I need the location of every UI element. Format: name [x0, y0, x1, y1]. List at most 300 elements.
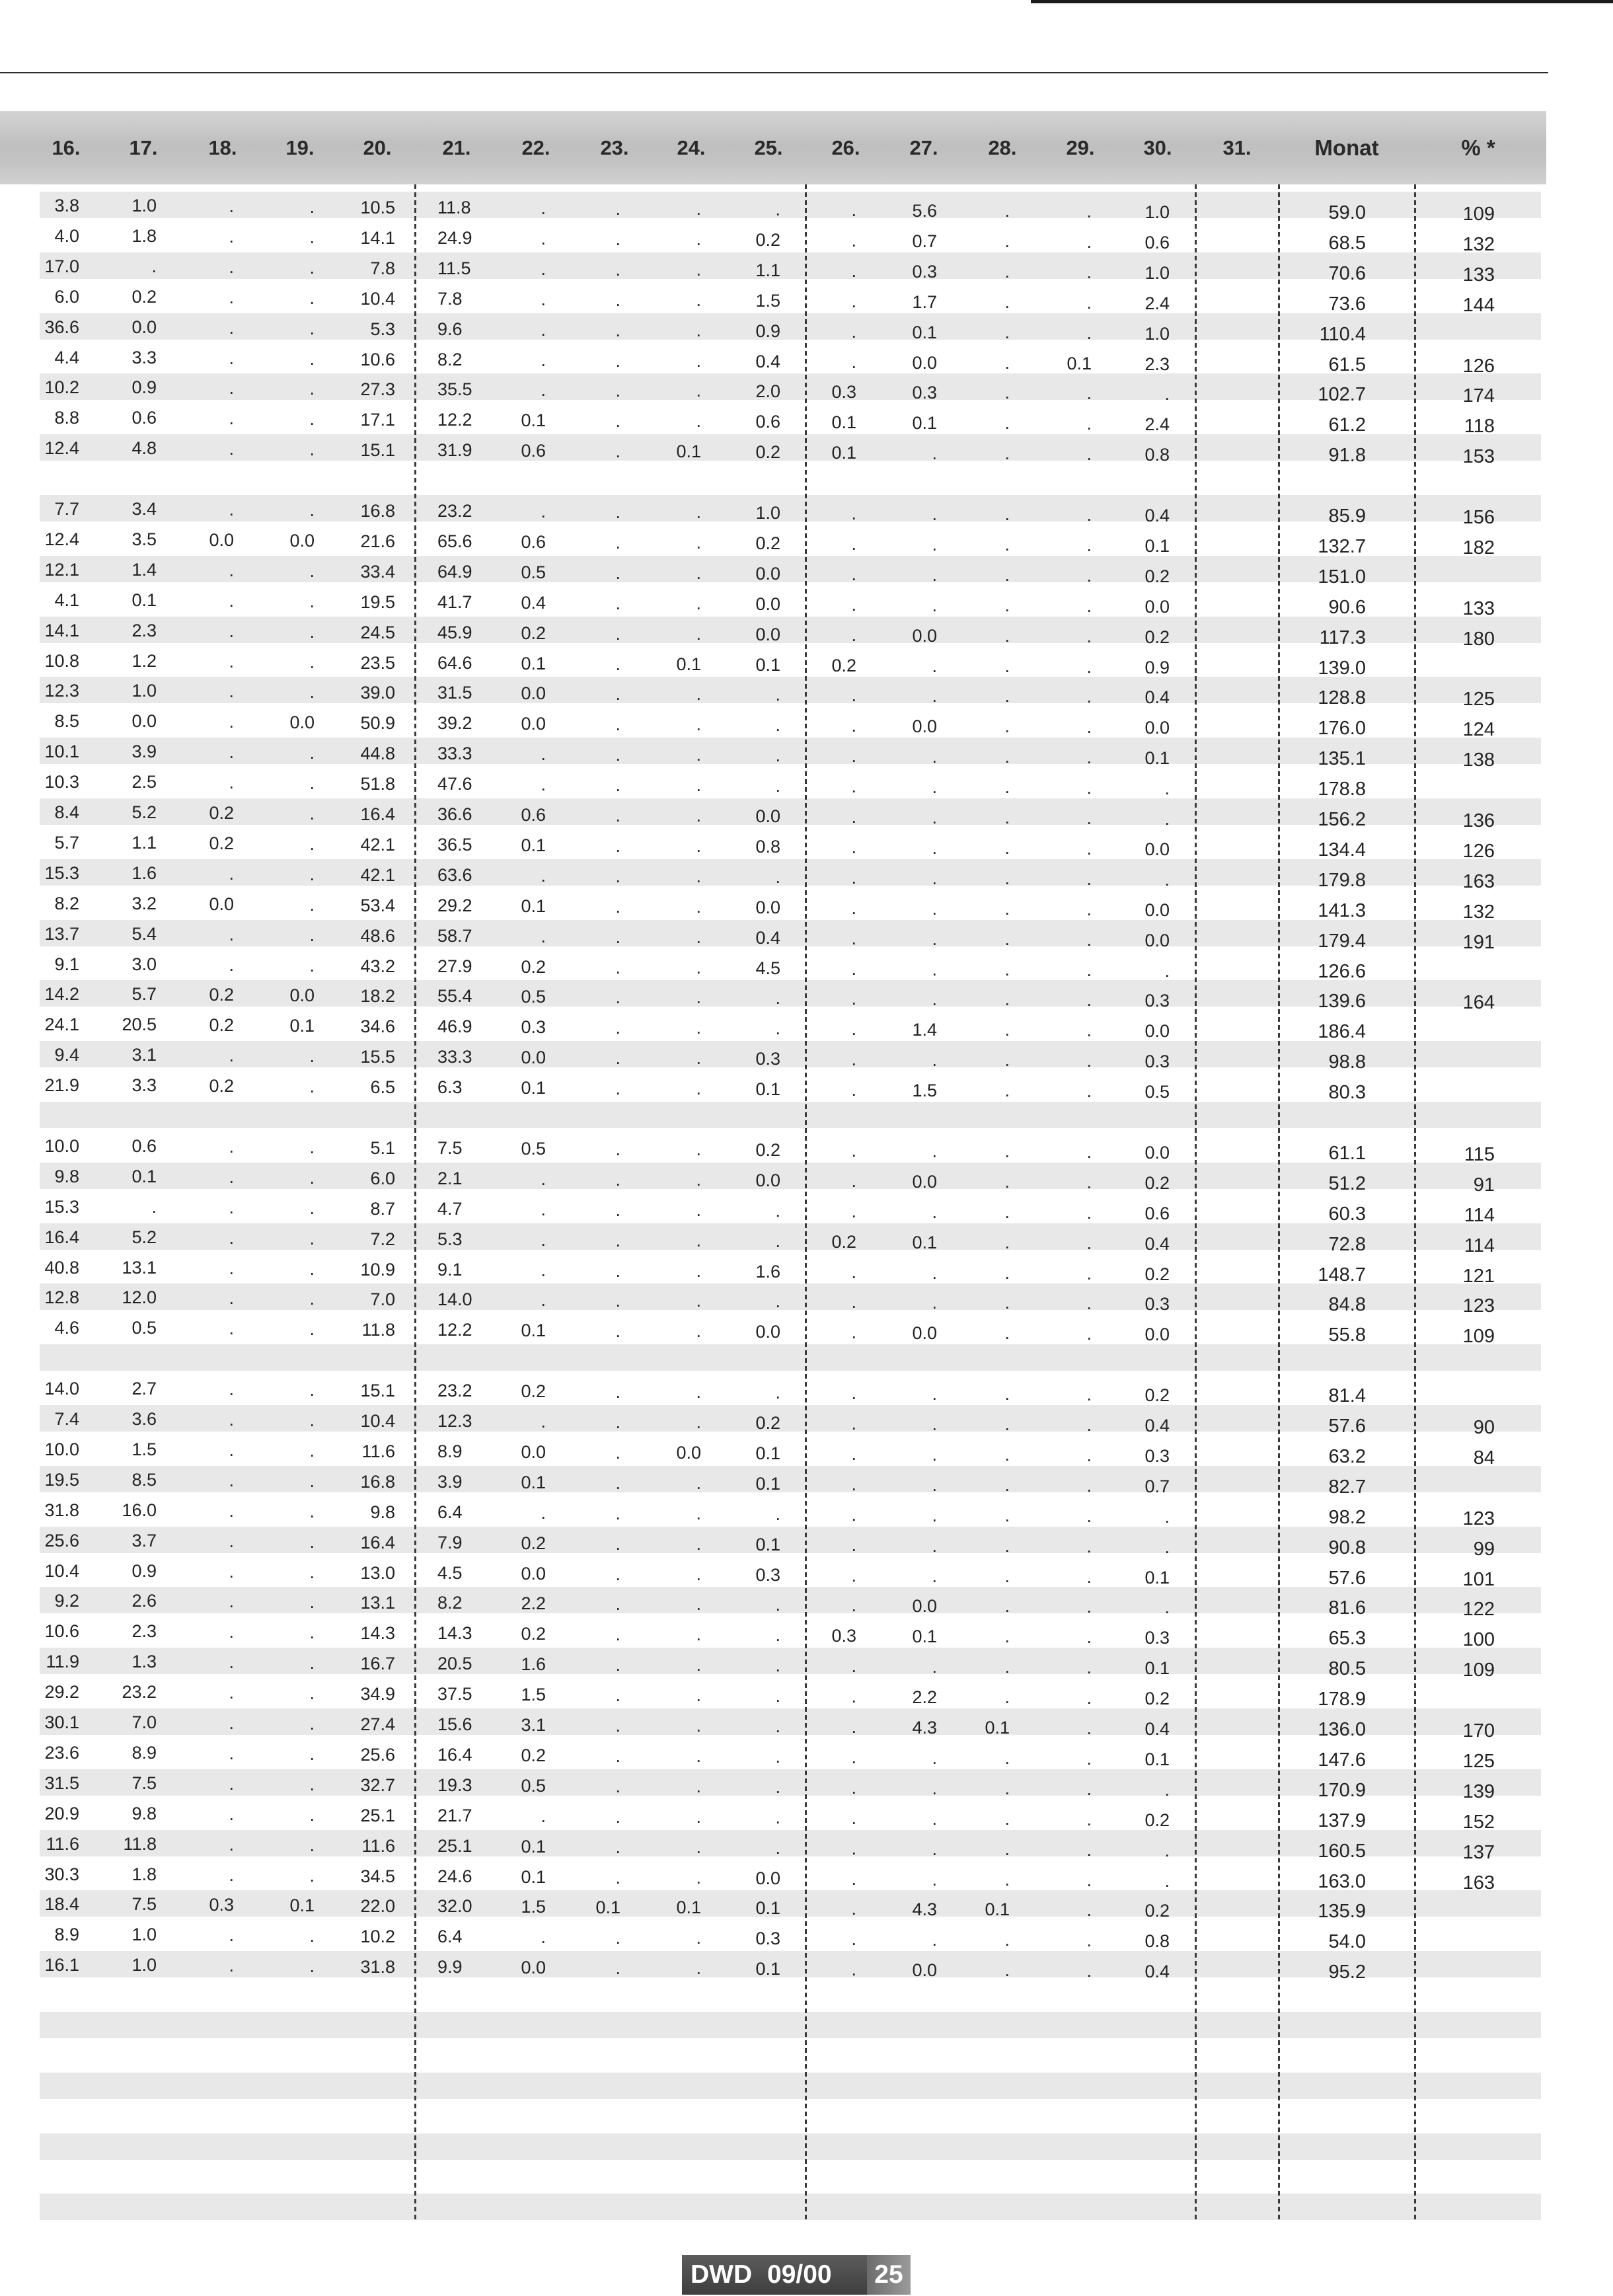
cell-day-26: .: [851, 1201, 856, 1221]
table-row: [0, 1525, 1546, 1560]
cell-day-17: 0.6: [131, 408, 157, 428]
cell-month-total: 81.6: [1328, 1597, 1366, 1619]
cell-day-27: .: [932, 534, 937, 555]
cell-percent: 136: [1462, 810, 1495, 831]
cell-day-27: .: [932, 564, 937, 585]
cell-day-21: 32.0: [437, 1896, 472, 1917]
cell-day-27: 2.2: [912, 1687, 937, 1708]
cell-day-28: .: [1004, 261, 1010, 282]
cell-day-22: .: [541, 198, 546, 218]
cell-day-23: .: [615, 623, 620, 644]
cell-day-29: .: [1086, 1839, 1092, 1860]
cell-day-20: 17.1: [360, 410, 395, 430]
cell-day-21: 55.4: [437, 986, 472, 1007]
cell-day-22: .: [541, 1806, 546, 1826]
cell-day-25: .: [775, 1231, 780, 1251]
cell-day-19: .: [309, 287, 315, 308]
table-row: [0, 1312, 1546, 1348]
cell-day-26: .: [851, 958, 856, 979]
cell-day-29: .: [1086, 1020, 1092, 1041]
cell-day-22: .: [541, 258, 546, 279]
cell-day-20: 33.4: [360, 561, 395, 582]
cell-day-23: .: [615, 199, 620, 219]
cell-day-27: .: [932, 1414, 937, 1434]
cell-day-24: .: [696, 1473, 701, 1493]
cell-day-27: .: [932, 898, 937, 919]
cell-day-29: .: [1086, 1627, 1092, 1648]
cell-day-16: 12.1: [44, 559, 79, 580]
cell-day-25: .: [775, 746, 780, 766]
cell-day-21: 64.9: [437, 561, 472, 582]
cell-day-19: .: [309, 318, 315, 338]
cell-day-18: .: [229, 1743, 234, 1763]
cell-day-20: 19.5: [360, 592, 395, 612]
cell-day-30: 1.0: [1144, 202, 1170, 222]
cell-day-25: 0.9: [755, 321, 780, 341]
cell-day-20: 48.6: [360, 925, 395, 946]
cell-day-29: .: [1086, 1081, 1092, 1102]
cell-day-22: 3.1: [521, 1715, 546, 1735]
cell-day-18: .: [229, 712, 234, 732]
cell-day-24: .: [696, 532, 701, 553]
cell-day-22: .: [541, 350, 546, 370]
cell-day-29: .: [1086, 292, 1092, 313]
cell-day-23: .: [615, 350, 620, 371]
cell-day-23: .: [615, 320, 620, 340]
cell-day-30: 0.8: [1144, 1931, 1170, 1952]
cell-day-16: 12.4: [44, 438, 79, 459]
cell-day-23: .: [615, 1169, 620, 1190]
cell-day-25: .: [775, 200, 780, 219]
cell-day-20: 13.1: [360, 1593, 395, 1613]
cell-day-20: 7.8: [370, 258, 395, 278]
cell-day-30: 0.3: [1144, 1294, 1170, 1315]
cell-percent: 152: [1462, 1811, 1495, 1833]
cell-day-26: 0.2: [831, 1231, 856, 1252]
cell-day-17: 0.2: [131, 286, 157, 307]
cell-day-23: .: [615, 1473, 620, 1493]
cell-day-16: 8.8: [54, 408, 79, 428]
cell-day-23: .: [615, 1625, 620, 1645]
cell-day-27: .: [932, 1505, 937, 1525]
cell-day-27: 0.1: [912, 1626, 937, 1647]
cell-day-24: .: [696, 1079, 701, 1099]
cell-day-16: 7.4: [54, 1409, 79, 1429]
cell-day-27: .: [932, 777, 937, 798]
cell-day-27: .: [932, 1566, 937, 1586]
cell-day-24: .: [696, 745, 701, 765]
cell-day-21: 4.7: [437, 1198, 463, 1219]
header-day-31: 31.: [1222, 136, 1252, 159]
cell-day-24: .: [696, 927, 701, 947]
cell-day-19: 0.0: [289, 985, 315, 1006]
cell-day-24: .: [696, 1685, 701, 1706]
cell-percent: 118: [1464, 416, 1495, 438]
cell-day-29: .: [1086, 383, 1092, 404]
cell-day-17: 2.3: [131, 620, 157, 640]
cell-percent: 132: [1462, 233, 1495, 255]
table-row: [0, 1798, 1546, 1833]
cell-day-18: .: [229, 863, 234, 884]
cell-day-18: 0.2: [209, 985, 234, 1005]
cell-day-25: 0.0: [755, 806, 780, 826]
cell-day-30: 2.4: [1144, 293, 1170, 313]
cell-day-18: .: [229, 954, 234, 975]
cell-day-26: .: [851, 1595, 856, 1616]
cell-day-20: 34.5: [360, 1866, 395, 1886]
cell-day-30: 0.2: [1144, 1264, 1170, 1284]
cell-day-25: .: [775, 1018, 780, 1039]
cell-day-29: .: [1086, 202, 1092, 221]
table-row: [0, 1555, 1546, 1590]
cell-day-17: 1.8: [131, 1864, 157, 1884]
cell-day-24: .: [696, 1837, 701, 1857]
table-row: [0, 342, 1546, 377]
cell-day-29: .: [1086, 1718, 1092, 1738]
cell-day-28: .: [1004, 989, 1010, 1010]
cell-day-29: .: [1086, 565, 1092, 586]
cell-month-total: 95.2: [1328, 1962, 1366, 1983]
cell-day-24: .: [696, 381, 701, 401]
table-row: [0, 281, 1546, 316]
cell-day-22: .: [541, 775, 546, 795]
cell-day-26: .: [851, 989, 856, 1009]
cell-day-29: .: [1086, 231, 1092, 252]
cell-day-27: .: [932, 1262, 937, 1283]
cell-day-18: .: [229, 560, 234, 580]
cell-day-18: .: [229, 924, 234, 944]
cell-day-25: .: [775, 1837, 780, 1858]
cell-day-20: 9.8: [370, 1502, 395, 1522]
cell-day-26: .: [851, 260, 856, 281]
cell-percent: 123: [1462, 1295, 1495, 1317]
header-day-22: 22.: [521, 136, 550, 159]
cell-day-19: .: [309, 1835, 315, 1855]
cell-day-24: .: [696, 1533, 701, 1554]
cell-day-25: 0.1: [755, 1079, 780, 1100]
cell-day-27: .: [932, 1808, 937, 1829]
cell-day-17: 1.0: [131, 1925, 157, 1945]
cell-day-22: 0.5: [521, 987, 546, 1007]
cell-percent: 174: [1462, 385, 1495, 407]
cell-month-total: 151.0: [1318, 566, 1366, 588]
cell-day-30: 0.4: [1144, 687, 1170, 708]
cell-day-16: 11.9: [46, 1652, 79, 1672]
table-row: [0, 736, 1546, 771]
table-row: [0, 1130, 1546, 1165]
table-row: [0, 827, 1546, 862]
cell-month-total: 128.8: [1318, 687, 1366, 709]
cell-day-20: 11.6: [361, 1835, 395, 1856]
cell-day-28: .: [1004, 1808, 1010, 1829]
cell-day-25: 1.5: [755, 290, 780, 311]
cell-day-28: .: [1004, 1020, 1010, 1040]
cell-day-24: .: [696, 289, 701, 310]
cell-day-25: 0.4: [755, 351, 780, 371]
cell-day-20: 22.0: [360, 1896, 395, 1917]
cell-percent: 180: [1462, 628, 1495, 650]
cell-day-17: .: [151, 256, 157, 276]
cell-percent: 114: [1464, 1204, 1495, 1226]
cell-day-21: 29.2: [437, 895, 472, 915]
cell-month-total: 136.0: [1318, 1719, 1366, 1740]
cell-month-total: 90.6: [1328, 596, 1366, 618]
table-row: [0, 796, 1546, 831]
table-row: [0, 1464, 1546, 1498]
cell-day-25: 0.0: [755, 1322, 780, 1342]
cell-day-30: 0.2: [1144, 1385, 1170, 1406]
cell-day-25: 0.0: [755, 563, 780, 584]
cell-day-20: 15.5: [360, 1047, 395, 1067]
cell-day-23: .: [615, 381, 620, 401]
cell-percent: 122: [1462, 1599, 1495, 1621]
cell-day-29: .: [1086, 899, 1092, 919]
cell-day-20: 8.7: [370, 1198, 395, 1219]
cell-month-total: 68.5: [1328, 232, 1366, 254]
cell-day-17: 1.0: [131, 196, 157, 215]
cell-day-21: 36.5: [437, 834, 472, 855]
cell-day-21: 6.4: [437, 1502, 463, 1522]
cell-day-30: .: [1164, 384, 1170, 404]
cell-day-20: 13.0: [360, 1562, 395, 1583]
cell-day-24: .: [696, 1412, 701, 1432]
cell-day-28: .: [1004, 1414, 1010, 1434]
cell-day-21: 3.9: [437, 1471, 463, 1492]
cell-day-26: .: [851, 625, 856, 645]
cell-day-19: .: [309, 1562, 315, 1582]
cell-day-21: 27.9: [437, 956, 472, 976]
cell-day-16: 29.2: [44, 1682, 79, 1703]
cell-day-16: 9.1: [54, 954, 79, 974]
cell-day-20: 10.2: [360, 1927, 395, 1947]
cell-day-23: .: [615, 896, 620, 917]
cell-day-25: 0.3: [755, 1929, 780, 1949]
cell-day-27: 1.4: [912, 1020, 937, 1040]
cell-day-21: 31.9: [437, 440, 472, 461]
cell-day-29: .: [1086, 1658, 1092, 1678]
cell-day-20: 10.5: [360, 198, 395, 217]
cell-day-21: 35.5: [437, 379, 472, 400]
cell-day-25: 0.2: [755, 442, 780, 463]
cell-day-16: 13.7: [44, 923, 79, 944]
cell-day-17: 1.0: [131, 681, 157, 701]
cell-day-27: .: [932, 808, 937, 827]
cell-day-24: .: [696, 1321, 701, 1342]
cell-day-26: .: [851, 807, 856, 827]
cell-day-23: .: [615, 1685, 620, 1706]
cell-day-29: .: [1086, 990, 1092, 1011]
table-row: [0, 857, 1546, 892]
cell-day-16: 8.9: [54, 1925, 79, 1945]
cell-day-27: 0.0: [912, 1960, 937, 1981]
cell-day-25: .: [775, 1595, 780, 1615]
header-percent: % *: [1461, 135, 1495, 160]
cell-percent: 153: [1462, 446, 1495, 468]
cell-day-25: 0.0: [755, 593, 780, 614]
cell-day-18: .: [229, 1864, 234, 1885]
cell-day-21: 8.2: [437, 1593, 463, 1613]
cell-day-16: 10.0: [44, 1439, 79, 1459]
cell-day-19: .: [309, 1380, 315, 1400]
cell-month-total: 98.8: [1328, 1052, 1366, 1073]
cell-day-28: .: [1004, 929, 1010, 949]
cell-day-20: 10.4: [360, 1411, 395, 1431]
cell-day-17: 0.0: [131, 711, 157, 732]
header-day-23: 23.: [600, 136, 629, 159]
cell-day-17: 2.5: [131, 772, 157, 792]
header-day-21: 21.: [442, 136, 471, 159]
cell-day-29: .: [1086, 1870, 1092, 1890]
cell-day-30: 0.2: [1144, 1172, 1170, 1193]
cell-day-21: 12.3: [437, 1411, 472, 1431]
cell-day-18: .: [229, 651, 234, 671]
cell-day-20: 7.2: [370, 1229, 395, 1249]
cell-day-28: .: [1004, 777, 1010, 798]
cell-day-16: 12.4: [44, 529, 79, 549]
cell-day-28: .: [1004, 1444, 1010, 1465]
cell-day-18: .: [229, 1227, 234, 1248]
cell-day-28: .: [1004, 383, 1010, 403]
cell-day-18: .: [229, 1834, 234, 1855]
header-day-18: 18.: [208, 136, 237, 159]
cell-percent: 144: [1462, 294, 1495, 316]
cell-day-22: 0.6: [521, 805, 546, 825]
cell-day-30: .: [1164, 1506, 1170, 1527]
header-day-24: 24.: [677, 136, 706, 159]
cell-day-23: .: [615, 289, 620, 310]
cell-day-18: .: [229, 1683, 234, 1703]
cell-day-28: .: [1004, 625, 1010, 646]
cell-day-24: 0.1: [676, 654, 701, 674]
cell-day-16: 15.3: [44, 862, 79, 883]
cell-month-total: 54.0: [1328, 1931, 1366, 1953]
cell-day-24: .: [696, 1200, 701, 1220]
cell-day-23: .: [615, 1837, 620, 1857]
cell-day-18: .: [229, 1470, 234, 1490]
cell-day-29: .: [1086, 687, 1092, 707]
cell-month-total: 80.5: [1328, 1658, 1366, 1680]
cell-day-30: 0.0: [1144, 930, 1170, 950]
cell-day-21: 23.2: [437, 501, 472, 521]
cell-day-23: .: [615, 654, 620, 674]
cell-day-20: 27.4: [360, 1714, 395, 1734]
cell-day-27: .: [932, 595, 937, 615]
cell-day-27: .: [932, 443, 937, 464]
header-day-28: 28.: [988, 136, 1017, 159]
cell-day-16: 11.6: [46, 1833, 79, 1854]
cell-day-22: .: [541, 1199, 546, 1219]
cell-day-16: 16.4: [44, 1227, 79, 1247]
cell-day-20: 5.3: [370, 319, 395, 339]
cell-day-22: .: [541, 1260, 546, 1280]
cell-day-26: .: [851, 1080, 856, 1100]
cell-day-22: .: [541, 1229, 546, 1250]
table-row: [0, 1767, 1546, 1802]
cell-day-24: .: [696, 502, 701, 522]
cell-day-24: .: [696, 1594, 701, 1615]
cell-day-23: .: [615, 927, 620, 947]
cell-day-24: .: [696, 835, 701, 856]
cell-day-28: .: [1004, 322, 1010, 342]
cell-day-28: .: [1004, 413, 1010, 434]
cell-day-21: 24.9: [437, 227, 472, 248]
cell-day-19: .: [309, 560, 315, 581]
cell-day-24: .: [696, 775, 701, 796]
cell-percent: 170: [1462, 1720, 1495, 1741]
cell-day-16: 8.5: [54, 711, 79, 732]
cell-day-26: .: [851, 1443, 856, 1464]
cell-day-21: 31.5: [437, 683, 472, 703]
cell-day-23: .: [615, 714, 620, 735]
cell-day-25: 0.2: [755, 533, 780, 553]
cell-day-27: 5.6: [912, 201, 937, 221]
cell-day-26: .: [851, 1777, 856, 1798]
cell-day-18: .: [229, 348, 234, 368]
cell-day-18: .: [229, 681, 234, 702]
cell-day-17: 1.5: [131, 1439, 157, 1459]
cell-day-22: 0.0: [521, 1563, 546, 1584]
cell-day-20: 18.2: [360, 986, 395, 1007]
header-month-total: Monat: [1314, 135, 1379, 160]
cell-day-18: .: [229, 621, 234, 641]
table-row: [0, 402, 1546, 438]
table-row: [0, 1191, 1546, 1226]
table-row: [0, 1706, 1546, 1741]
cell-day-23: .: [615, 1928, 620, 1948]
cell-day-26: .: [851, 1170, 856, 1191]
cell-day-29: .: [1086, 535, 1092, 555]
cell-day-28: .: [1004, 534, 1010, 555]
cell-day-24: .: [696, 199, 701, 219]
cell-day-28: .: [1004, 443, 1010, 464]
cell-day-24: .: [696, 320, 701, 340]
cell-month-total: 61.5: [1328, 354, 1366, 375]
cell-day-21: 6.3: [437, 1077, 463, 1098]
cell-month-total: 57.6: [1328, 1416, 1366, 1437]
cell-day-16: 31.5: [44, 1773, 79, 1793]
cell-day-22: .: [541, 380, 546, 401]
table-row: [0, 1585, 1546, 1621]
cell-day-28: .: [1004, 959, 1010, 979]
cell-day-19: .: [309, 1623, 315, 1643]
cell-day-22: .: [541, 502, 546, 521]
cell-day-20: 50.9: [360, 713, 395, 734]
cell-day-30: 0.4: [1144, 1233, 1170, 1254]
cell-day-23: .: [615, 593, 620, 613]
cell-day-22: 2.2: [521, 1593, 546, 1614]
cell-day-27: .: [932, 1474, 937, 1495]
cell-day-28: .: [1004, 1687, 1010, 1708]
cell-day-28: .: [1004, 1535, 1010, 1556]
cell-percent: 133: [1462, 597, 1495, 619]
cell-percent: 139: [1462, 1780, 1495, 1802]
cell-day-24: .: [696, 1867, 701, 1888]
cell-day-30: 0.0: [1144, 1142, 1170, 1163]
cell-day-18: 0.2: [209, 833, 234, 853]
cell-day-19: .: [309, 1440, 315, 1461]
cell-day-16: 17.0: [44, 256, 79, 276]
cell-percent: 164: [1462, 992, 1495, 1014]
cell-day-24: .: [696, 259, 701, 280]
cell-day-23: .: [615, 1291, 620, 1311]
cell-day-30: 0.2: [1144, 627, 1170, 647]
cell-percent: 125: [1462, 689, 1495, 710]
cell-month-total: 139.0: [1318, 657, 1366, 679]
cell-day-25: .: [775, 988, 780, 1009]
cell-day-27: 0.0: [912, 352, 937, 373]
cell-day-28: .: [1004, 1171, 1010, 1192]
cell-day-19: .: [309, 348, 315, 369]
